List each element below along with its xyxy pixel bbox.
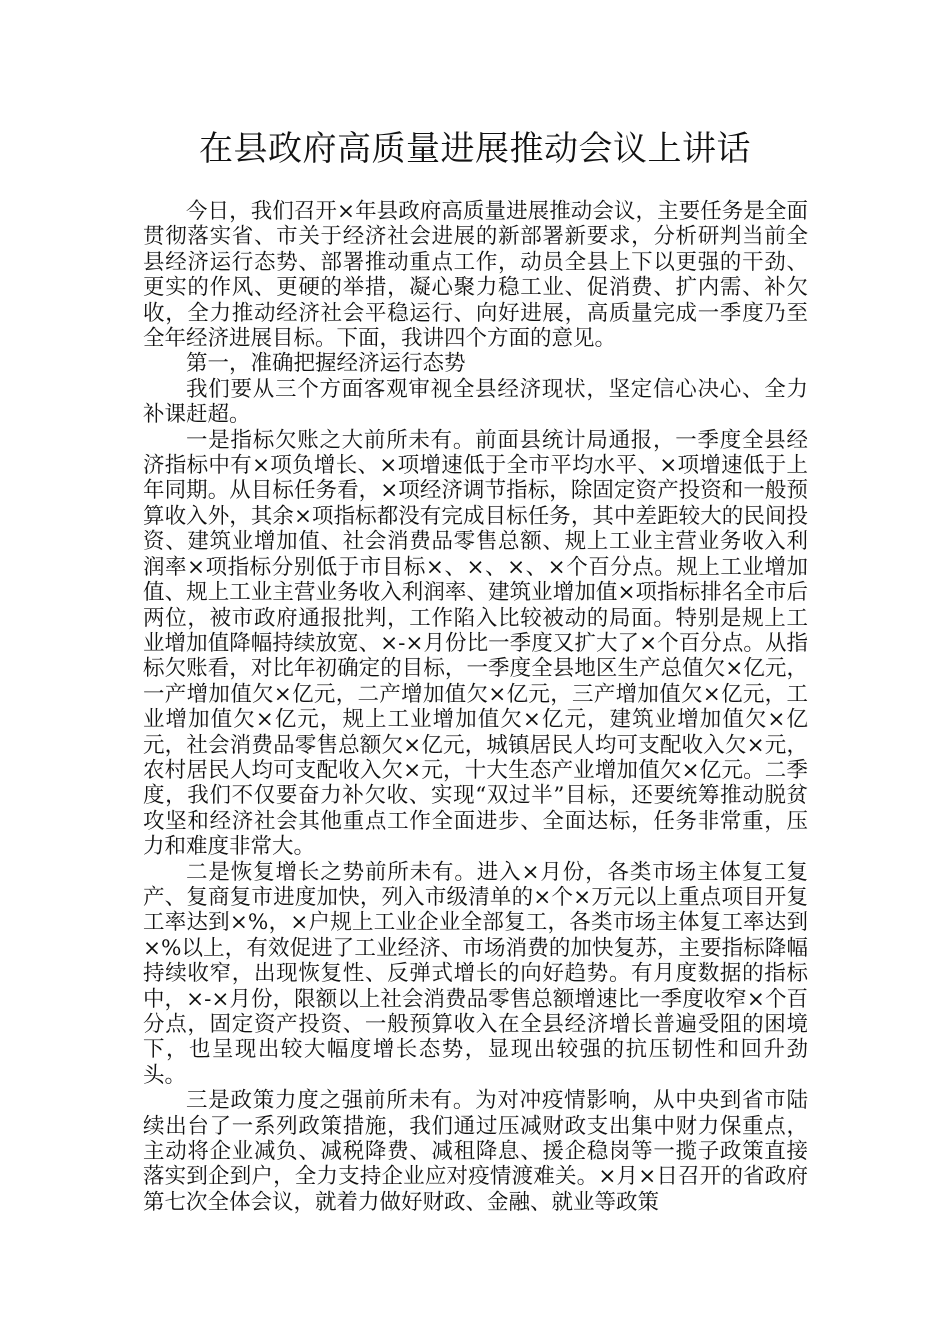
section-heading-1: 第一，准确把握经济运行态势	[186, 351, 466, 377]
paragraph-point-1: 一是指标欠账之大前所未有。前面县统计局通报，一季度全县经济指标中有×项负增长、×项增速低于全市平均水平、×项增速低于上年同期。从目标任务看，×项经济调节指标，除固定资产投资和一般预算收入外，其余×项指标都没有完成目标任务，其中差距较大的民间投资、建筑业增加值、社会消费品零售总额、规上工业主营业务收入利润率×项指标分别低于市目标×、×、×、×个百分点。规上工业增加值、规上工业主营业务收入利润率、建筑业增加值×项指标排名全市后两位，被市政府通报批判，工作陷入比较被动的局面。特别是规上工业增加值降幅持续放宽、×-×月份比一季度又扩大了×个百分点。从指标欠账看，对比年初确定的目标，一季度全县地区生产总值欠×亿元，一产增加值欠×亿元，二产增加值欠×亿元，三产增加值欠×亿元，工业增加值欠×亿元，规上工业增加值欠×亿元，建筑业增加值欠×亿元，社会消费品零售总额欠×亿元，城镇居民人均可支配收入欠×元，农村居民人均可支配收入欠×元，十大生态产业增加值欠×亿元。二季度，我们不仅要奋力补欠收、实现“双过半”目标，还要统筹推动脱贫攻坚和经济社会其他重点工作全面进步、全面达标，任务非常重，压力和难度非常大。	[143, 427, 808, 860]
document-title: 在县政府高质量进展推动会议上讲话	[199, 129, 751, 169]
paragraph-point-2: 二是恢复增长之势前所未有。进入×月份，各类市场主体复工复产、复商复市进度加快，列入市级清单的×个×万元以上重点项目开复工率达到×%，×户规上工业企业全部复工，各类市场主体复工率达到×%以上，有效促进了工业经济、市场消费的加快复苏，主要指标降幅持续收窄，出现恢复性、反弹式增长的向好趋势。有月度数据的指标中，×-×月份，限额以上社会消费品零售总额增速比一季度收窄×个百分点，固定资产投资、一般预算收入在全县经济增长普遍受阻的困境下，也呈现出较大幅度增长态势，显现出较强的抗压韧性和回升劲头。	[143, 859, 808, 1088]
document-body	[143, 199, 808, 1215]
paragraph-intro: 今日，我们召开×年县政府高质量进展推动会议，主要任务是全面贯彻落实省、市关于经济社会进展的新部署新要求，分析研判当前全县经济运行态势、部署推动重点工作，动员全县上下以更强的干劲、更实的作风、更硬的举措，凝心聚力稳工业、促消费、扩内需、补欠收，全力推动经济社会平稳运行、向好进展，高质量完成一季度乃至全年经济进展目标。下面，我讲四个方面的意见。	[143, 199, 808, 352]
paragraph-point-3: 三是政策力度之强前所未有。为对冲疫情影响，从中央到省市陆续出台了一系列政策措施，我们通过压减财政支出集中财力保重点，主动将企业减负、减税降费、减租降息、援企稳岗等一揽子政策直接落实到企到户，全力支持企业应对疫情渡难关。×月×日召开的省政府第七次全体会议，就着力做好财政、金融、就业等政策	[143, 1088, 808, 1215]
paragraph-overview: 我们要从三个方面客观审视全县经济现状，坚定信心决心、全力补课赶超。	[143, 376, 808, 428]
